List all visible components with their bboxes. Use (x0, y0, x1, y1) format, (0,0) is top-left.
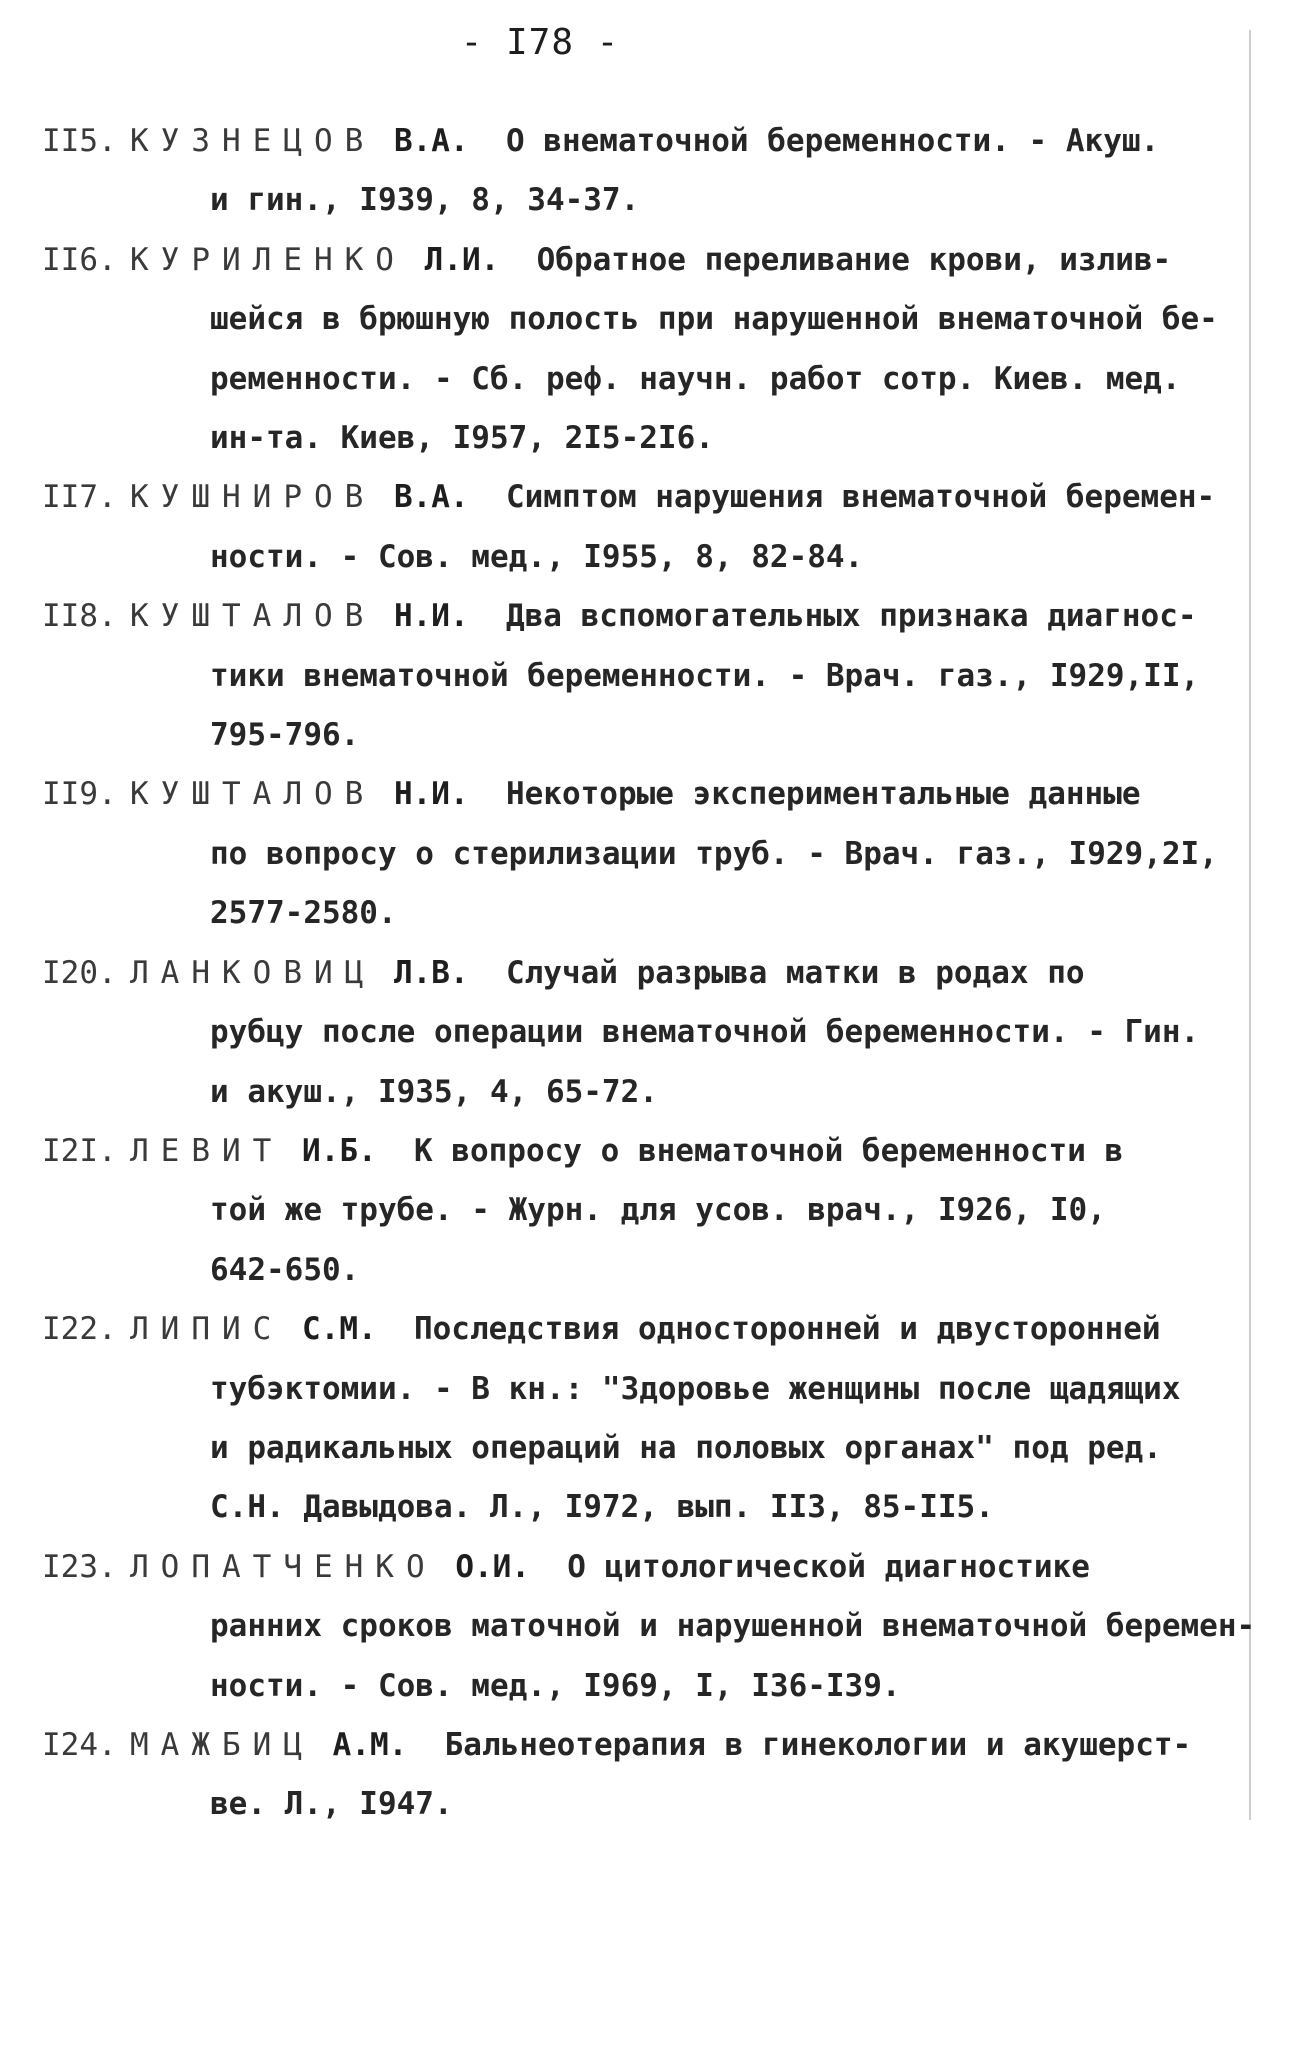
entry-continuation-line: и гин., I939, 8, 34-37. (210, 182, 640, 219)
entry-continuation-line: и акуш., I935, 4, 65-72. (210, 1073, 658, 1110)
entry-author: ЛЕВИТ (130, 1132, 284, 1169)
bibliography-entry (42, 1538, 1256, 1716)
entry-author: КУШНИРОВ (130, 479, 376, 516)
entry-continuation-line: ности. - Сов. мед., I955, 8, 82-84. (210, 538, 864, 575)
entry-initials: Л.В. (393, 954, 469, 991)
bibliography-entry (42, 765, 1242, 943)
entry-title-text: Симптом нарушения внематочной беремен- (505, 479, 1216, 516)
entry-initials: Н.И. (393, 598, 469, 635)
entry-number: II6. (42, 241, 117, 278)
entry-continuation-line: ности. - Сов. мед., I969, I, I36-I39. (210, 1667, 901, 1704)
entry-continuation-line: и радикальных операций на половых органах" под ред. (210, 1429, 1162, 1466)
entry-author: ЛИПИС (130, 1311, 284, 1348)
margin-rule (1249, 30, 1251, 1820)
bibliography-entry (42, 1122, 1242, 1300)
entry-author: МАЖБИЦ (130, 1726, 314, 1763)
entry-title-text: О цитологической диагностике (567, 1548, 1090, 1585)
entry-initials: В.А. (393, 123, 469, 159)
entry-author: КУШТАЛОВ (130, 776, 376, 813)
entry-initials: О.И. (455, 1548, 530, 1585)
entry-continuation-line: С.Н. Давыдова. Л., I972, вып. II3, 85-II5. (210, 1489, 994, 1526)
entry-continuation-line: по вопросу о стерилизации труб. - Врач. газ., I929,2I, (210, 835, 1218, 872)
entry-continuation-line: тубэктомии. - В кн.: "Здоровье женщины после щадящих (210, 1370, 1181, 1407)
entry-title-text: О внематочной беременности. - Акуш. (505, 123, 1160, 159)
entry-continuation-line: ранних сроков маточной и нарушенной внематочной беремен- (210, 1608, 1256, 1645)
entry-number: II9. (42, 776, 117, 813)
entry-number: I20. (42, 954, 117, 991)
entry-title-text: Некоторые экспериментальные данные (505, 776, 1141, 813)
entry-continuation-line: ременности. - Сб. реф. научн. работ сотр. Киев. мед. (210, 360, 1181, 397)
entry-author: КУРИЛЕНКО (130, 241, 406, 278)
entry-initials: А.М. (332, 1726, 408, 1763)
bibliography-entry (42, 231, 1242, 469)
entry-first-line (42, 1538, 1242, 1597)
bibliography-entry (42, 944, 1242, 1122)
entry-title-text: Случай разрыва матки в родах по (505, 954, 1085, 991)
entry-continuation-line: тики внематочной беременности. - Врач. газ., I929,II, (210, 657, 1200, 694)
entry-continuation-line: шейся в брюшную полость при нарушенной внематочной бе- (210, 301, 1218, 338)
entry-title-text: Последствия односторонней и двусторонней (413, 1311, 1161, 1348)
entry-continuation-line: ве. Л., I947. (210, 1786, 453, 1823)
entry-number: I24. (42, 1726, 117, 1763)
entry-continuation-line: рубцу после операции внематочной беременности. - Гин. (210, 1014, 1200, 1051)
entry-continuation-line: 642-650. (210, 1251, 360, 1288)
entry-number: II5. (42, 123, 117, 159)
entry-author: ЛОПАТЧЕНКО (130, 1548, 437, 1585)
entry-author: КУШТАЛОВ (130, 598, 376, 635)
entry-continuation-line: 2577-2580. (210, 895, 397, 932)
entry-first-line (42, 944, 1242, 1003)
entry-title-text: Бальнеотерапия в гинекологии и акушерст- (444, 1726, 1192, 1763)
entry-number: II7. (42, 479, 117, 516)
entry-author: ЛАНКОВИЦ (130, 954, 376, 991)
entry-first-line (42, 1716, 1242, 1775)
entry-first-line (42, 1122, 1242, 1181)
entry-number: I22. (42, 1311, 117, 1348)
entry-first-line (42, 112, 1242, 171)
entry-first-line (42, 468, 1242, 527)
entry-title-text: К вопросу о внематочной беременности в (413, 1132, 1124, 1169)
bibliography-entry (42, 1300, 1242, 1538)
entry-number: II8. (42, 598, 117, 635)
bibliography-entry (42, 112, 1242, 231)
entry-initials: Л.И. (424, 241, 500, 278)
entry-author: КУЗНЕЦОВ (130, 123, 376, 159)
entry-first-line (42, 1300, 1242, 1359)
entry-number: I2I. (42, 1132, 117, 1169)
entry-continuation-line: той же трубе. - Журн. для усов. врач., I926, I0, (210, 1192, 1106, 1229)
bibliography-entry (42, 468, 1242, 587)
entry-first-line (42, 587, 1242, 646)
entry-initials: С.М. (302, 1311, 377, 1348)
entry-initials: Н.И. (393, 776, 469, 813)
entry-title-text: Два вспомогательных признака диагнос- (505, 598, 1197, 635)
entry-initials: В.А. (393, 479, 469, 516)
entry-continuation-line: ин-та. Киев, I957, 2I5-2I6. (210, 420, 714, 457)
entry-title-text: Обратное переливание крови, излив- (536, 241, 1172, 278)
bibliography-entry (42, 1716, 1242, 1835)
page-number: - I78 - (460, 22, 620, 63)
entry-first-line (42, 765, 1242, 824)
bibliography-list (42, 112, 1256, 1835)
entry-initials: И.Б. (302, 1132, 377, 1169)
entry-number: I23. (42, 1548, 117, 1585)
entry-continuation-line: 795-796. (210, 717, 360, 754)
entry-first-line (42, 231, 1242, 290)
bibliography-entry (42, 587, 1242, 765)
